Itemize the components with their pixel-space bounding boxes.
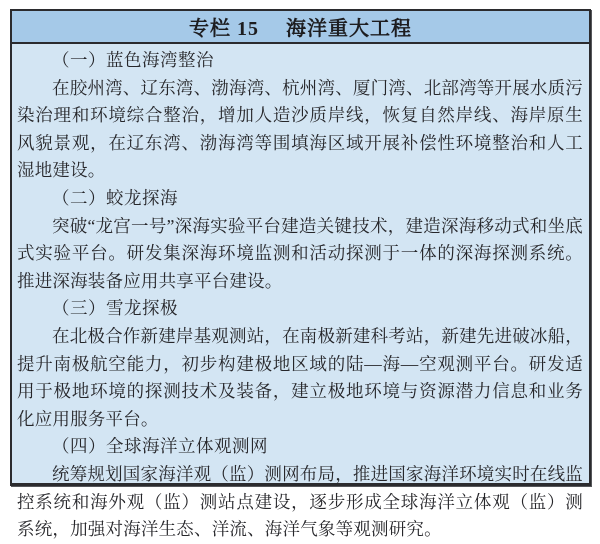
column-box-header bbox=[12, 11, 589, 44]
section-paragraph-4: 统筹规划国家海洋观（监）测网布局，推进国家海洋环境实时在线监控系统和海外观（监）测站点建设，逐步形成全球海洋立体观（监）测系统，加强对海洋生态、洋流、海洋气象等观测研究。 bbox=[17, 463, 583, 540]
column-box-body bbox=[12, 44, 589, 540]
column-box bbox=[10, 9, 591, 540]
section-heading-1: （一）蓝色海湾整治 bbox=[52, 50, 214, 70]
section-heading-3: （三）雪龙探极 bbox=[52, 298, 178, 319]
section-paragraph-1: 在胶州湾、辽东湾、渤海湾、杭州湾、厦门湾、北部湾等开展水质污染治理和环境综合整治，增加人造沙质岸线，恢复自然岸线、海岸原生风貌景观，在辽东湾、渤海湾等围填海区域开展补偿性环境整治和人工湿地建设。 bbox=[17, 77, 583, 181]
section-paragraph-3: 在北极合作新建岸基观测站，在南极新建科考站，新建先进破冰船，提升南极航空能力，初步构建极地区域的陆—海—空观测平台。研发适用于极地环境的探测技术及装备，建立极地环境与资源潜力信息和业务化应用服务平台。 bbox=[17, 325, 583, 429]
page-title: 专栏 15 海洋重大工程 bbox=[189, 18, 412, 40]
section-heading-4: （四）全球海洋立体观测网 bbox=[52, 436, 268, 457]
section-paragraph-2: 突破“龙宫一号”深海实验平台建造关键技术，建造深海移动式和坐底式实验平台。研发集深海环境监测和活动探测于一体的深海探测系统。推进深海装备应用共享平台建设。 bbox=[17, 215, 583, 291]
section-heading-2: （二）蛟龙探海 bbox=[52, 187, 178, 208]
